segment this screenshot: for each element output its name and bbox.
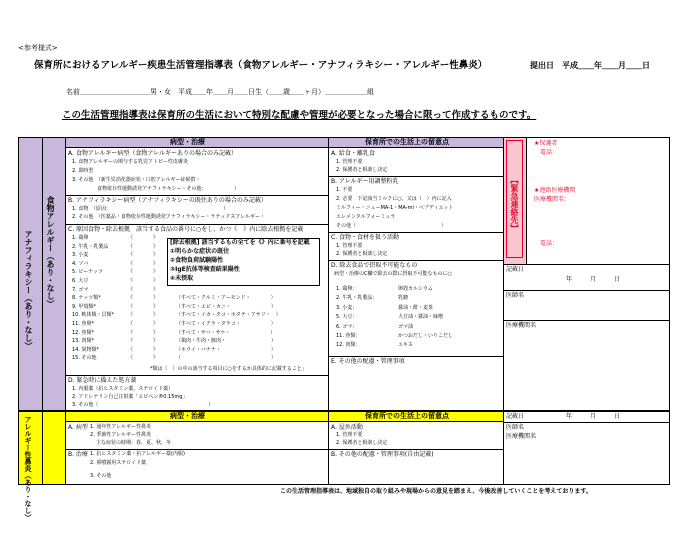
right-b-item: エレメンタルフォーミュラ (336, 214, 396, 220)
food-basis-bracket: 《 》 (128, 295, 159, 302)
right-b-item: ミルフィー・ニューMA-1・MA-mi・ペプディエット (336, 205, 454, 211)
section-b-item: 2. その他 （医薬品・食物依存性運動誘発アナフィラキシー・ラテックスアレルギー・ (72, 214, 266, 220)
non-removable-item: 乳糖 (398, 295, 409, 302)
section-d-title: D. 緊急時に備えた処方薬 (68, 377, 137, 384)
food-name: 15. その他 (72, 355, 97, 362)
non-removable-row (336, 305, 501, 313)
right-b-item: 2. 必要 下記該当ミルクに○、又は（ ）内に記入 (336, 196, 452, 202)
name-line: 名前＿＿＿＿＿＿＿＿＿＿男・女 平成＿＿年＿＿月＿＿日生（＿＿歳＿＿ヶ月）＿＿＿＿＿＿組 (66, 88, 374, 96)
rhinitis-date-value: 年 月 日 (566, 413, 621, 420)
basis-item: ②食物負荷試験陽性 (170, 257, 224, 264)
right-b-item: その他（ ） (336, 223, 447, 229)
section-a-item: 3. その他 （新生児消化器症状・口腔アレルギー症候群・ (72, 177, 201, 183)
food-basis-bracket: 《 》 (128, 321, 159, 327)
right-c-item: 2. 保護者と相談し決定 (336, 251, 388, 257)
rhinitis-side-label: アレルギー性鼻炎（あり・なし） (24, 416, 32, 521)
section-a-item: 食物依存性運動誘発アナフィラキシー・その他： ） (72, 186, 240, 192)
food-basis-bracket: 《 》 (128, 252, 159, 259)
rhinitis-right-b-title: B. その他の配慮・管理事項(自由記載) (331, 451, 434, 458)
food-name: 8. ナッツ類* (72, 295, 101, 302)
notice-text: この生活管理指導表は保育所の生活において特別な配慮や管理が必要となった場合に限って作成するものです。 (62, 110, 537, 121)
right-b-title: B. アレルギー用調整粉乳 (331, 178, 399, 185)
right-d-sub: 病型・治療のC欄で除去の際に摂取不可能なものに○ (334, 271, 452, 277)
rhinitis-b-item: 1. 抗ヒスタミン薬・抗アレルギー薬(内服) (90, 451, 185, 457)
food-basis-bracket: 《 》 (128, 355, 159, 362)
food-row (72, 304, 327, 312)
food-detail: （すべて・イクラ・タラコ・ ） (176, 321, 276, 327)
right-d-title: D. 除去食品で摂取不可能なもの (331, 262, 418, 269)
food-detail: （すべて・イカ・タコ・ホタテ・アサリ・ ） (176, 312, 281, 319)
phone-label-2: 電話： (540, 240, 559, 247)
right-a-item: 2. 保護者と相談し決定 (336, 167, 388, 173)
food-basis-bracket: 《 》 (128, 260, 159, 267)
section-a-item: 1. 食物アレルギーの関与する乳児アトピー性皮膚炎 (72, 159, 188, 165)
food-name: 3. 小麦 (72, 252, 89, 259)
food-name: 4. ソバ (72, 260, 89, 267)
rhinitis-date-label: 記載日 (506, 413, 525, 420)
right-a-item: 1. 管理不要 (336, 159, 363, 165)
section-d-item: 3. その他（ ） (72, 402, 214, 408)
food-row (72, 338, 327, 346)
food-name: 9. 甲殻類* (72, 303, 96, 310)
food-name: 11. 魚卵* (72, 321, 95, 327)
sample-label: <参考様式> (18, 44, 58, 52)
rhinitis-b-item: 2. 鼻噴霧用ステロイド薬 (90, 460, 147, 466)
food-basis-bracket: 《 》 (128, 312, 159, 319)
non-removable-item: エキス (398, 342, 413, 349)
non-removable-item: 醤油・酢・麦茶 (398, 304, 434, 311)
institution-label: 医療機関名 (506, 322, 537, 329)
non-removable-food: 5. 大豆： (336, 314, 358, 321)
food-name: 6. 大豆 (72, 278, 89, 284)
food-name: 12. 魚類* (72, 329, 95, 336)
rhinitis-col-right-header: 保育所での生活上の留意点 (365, 412, 449, 420)
food-basis-bracket: 《 》 (128, 303, 159, 310)
section-d-item: 2. アドレナリン自己注射薬「エピペン®0.15mg」 (72, 394, 188, 400)
right-e-title: E. その他の配慮・管理事項 (331, 358, 405, 365)
section-b-item: 1. 食物 （原因： ） (72, 206, 229, 212)
non-removable-row (336, 333, 501, 341)
food-row (72, 355, 327, 363)
food-detail: （ ） (176, 355, 277, 362)
food-basis-bracket: 《 》 (128, 235, 159, 241)
non-removable-item: ゴマ油 (398, 323, 414, 330)
food-row (72, 321, 327, 329)
food-note: *類は（ ）の中の該当する項目に○をするか具体的に記載すること」 (150, 366, 307, 372)
emergency-label: 【緊急連絡先】 (510, 176, 519, 232)
food-detail: （キウイ・バナナ・ ） (176, 346, 276, 353)
food-col-left-header: 病型・治療 (170, 138, 205, 146)
rhinitis-right-a-title: A. 屋外活動 (331, 424, 363, 431)
food-row (72, 330, 327, 338)
non-removable-row (336, 324, 501, 332)
food-name: 7. ゴマ (72, 286, 89, 293)
section-a-title: A. 食物アレルギー病型（食物アレルギーありの場合のみ記載） (68, 150, 238, 157)
phone-label-1: 電話： (540, 149, 559, 156)
food-basis-bracket: 《 》 (128, 346, 159, 353)
rhinitis-b-title: B. 治療 (68, 451, 88, 458)
food-name: 5. ピーナッツ (72, 269, 104, 276)
non-removable-food: 12. 肉類： (336, 342, 361, 349)
rhinitis-a-title: A. 病型 (68, 424, 88, 431)
food-col-right-header: 保育所での生活上の留意点 (365, 138, 449, 146)
basis-item: ③IgE抗体等検査結果陽性 (170, 266, 240, 273)
page-title: 保育所におけるアレルギー疾患生活管理指導表（食物アレルギー・アナフィラキシー・アレルギー性鼻炎） (34, 60, 488, 71)
food-basis-bracket: 《 》 (128, 338, 159, 345)
food-row (72, 287, 327, 295)
date-value: 年 月 日 (566, 276, 621, 283)
rhinitis-col-left-header: 病型・治療 (170, 412, 205, 420)
footer-note: この生活管理指導表は、地域独自の取り組みや現場からの意見を踏まえ、今後改善していくことを考えております。 (280, 488, 592, 495)
rhinitis-physician-label: 医師名 (506, 424, 525, 431)
right-b-item: 1. 不要 (336, 187, 353, 193)
food-name: 2. 牛乳・乳製品 (72, 243, 109, 250)
non-removable-food: 11. 魚類： (336, 333, 361, 339)
section-d-item: 1. 内服薬（抗ヒスタミン薬、ステロイド薬） (72, 386, 174, 392)
rhinitis-right-a-item: 2. 保護者と相談し決定 (336, 440, 388, 446)
non-removable-food: 2. 牛乳・乳製品： (336, 295, 378, 302)
non-removable-row (336, 342, 501, 350)
food-detail: （すべて・エビ・カニ・ ） (176, 303, 276, 310)
non-removable-item: かつおだし・いりこだし (398, 333, 454, 339)
food-basis-bracket: 《 》 (128, 269, 159, 276)
submit-date: 提出日 平成＿＿年＿＿月＿＿日 (530, 61, 650, 70)
right-c-item: 1. 管理不要 (336, 243, 363, 249)
non-removable-food: 3. 小麦： (336, 304, 358, 311)
basis-title: [除去根拠] 該当するもの全てを《》内に番号を記載 (170, 239, 310, 246)
basis-item: ①明らかな症状の既往 (170, 248, 230, 255)
section-c-title: C. 原因食物・除去根拠 該当する食品の番号に○をし、かつ《 》内に除去根拠を記載 (68, 226, 304, 233)
right-a-title: A. 給食・離乳食 (331, 150, 375, 157)
non-removable-row (336, 314, 501, 322)
food-row (72, 347, 327, 355)
non-removable-row (336, 286, 501, 294)
guardian-label: ★保護者 (534, 140, 558, 147)
food-detail: （すべて・クルミ・アーモンド・ ） (176, 295, 276, 302)
non-removable-item: 大豆油・醤油・味噌 (398, 314, 444, 321)
non-removable-item: 卵殻カルシウム (398, 286, 433, 292)
rhinitis-a-item: 2. 季節性アレルギー性鼻炎 (90, 432, 152, 438)
rhinitis-a-item: 1. 通年性アレルギー性鼻炎 (90, 424, 152, 430)
rhinitis-right-a-item: 1. 管理不要 (336, 432, 363, 438)
right-c-title: C. 食物・食材を扱う活動 (331, 234, 400, 241)
rhinitis-b-item: 3. その他 (90, 473, 112, 479)
food-detail: （鶏肉・牛肉・豚肉・ ） (176, 338, 277, 345)
food-name: 14. 果物類* (72, 346, 100, 353)
food-detail: （すべて・サバ・サケ・ ） (176, 329, 276, 336)
hospital-name-label: 医療機関名： (534, 196, 571, 203)
food-row (72, 312, 327, 320)
date-label: 記載日 (506, 266, 525, 273)
section-a-item: 2. 即時型 (72, 168, 94, 174)
food-basis-bracket: 《 》 (128, 278, 159, 284)
food-basis-bracket: 《 》 (128, 243, 159, 250)
section-b-title: B. アナフィラキシー病型（アナフィラキシーの既往ありの場合のみ記載） (68, 197, 267, 204)
food-name: 1. 鶏卵 (72, 235, 89, 241)
physician-label: 医師名 (506, 292, 525, 299)
anaphylaxis-side-label: アナフィラキシー（あり・なし） (24, 230, 33, 350)
non-removable-food: 1. 鶏卵： (336, 286, 358, 292)
food-allergy-side-label: 食物アレルギー（あり・なし） (46, 196, 55, 308)
rhinitis-institution-label: 医療機関名 (506, 433, 537, 440)
food-basis-bracket: 《 》 (128, 329, 159, 336)
food-name: 13. 肉類* (72, 338, 95, 345)
food-name: 10. 軟体類・貝類* (72, 312, 115, 319)
non-removable-food: 6. ゴマ： (336, 323, 358, 330)
hospital-label: ★連絡医療機関 (534, 187, 576, 194)
non-removable-row (336, 295, 501, 303)
basis-item: ④未摂取 (170, 275, 194, 282)
food-row (72, 295, 327, 303)
rhinitis-a-item: 主な症状の時期：春、夏、秋、冬 (96, 440, 172, 446)
food-basis-bracket: 《 》 (128, 286, 159, 293)
